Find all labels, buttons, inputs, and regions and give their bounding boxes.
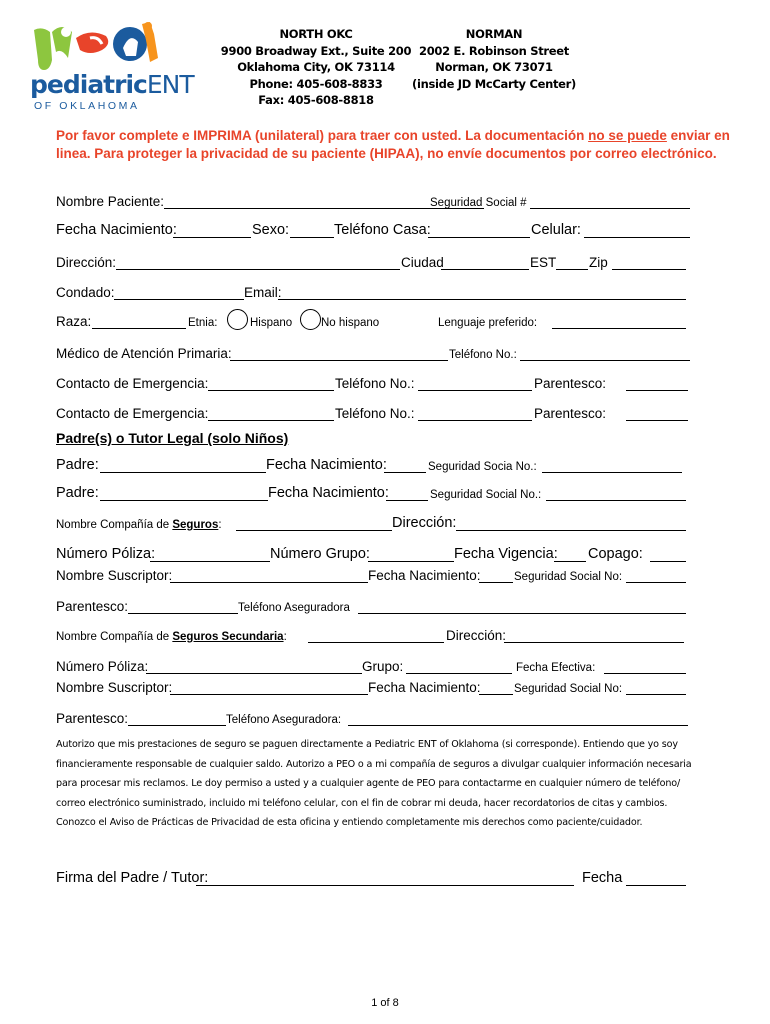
row-secondary-relation (56, 708, 690, 728)
office-okc-name: NORTH OKC (279, 27, 353, 41)
row-emergency-1 (56, 373, 690, 393)
label-dob: Fecha Nacimiento: (56, 222, 177, 238)
emergency-2-phone-field[interactable] (418, 420, 532, 421)
label-secondary-insurer-phone: Teléfono Aseguradora: (226, 714, 342, 726)
secondary-address-field[interactable] (504, 642, 684, 643)
label-physician: Médico de Atención Primaria: (56, 346, 232, 361)
office-norman (389, 26, 599, 92)
parent-2-ssn-field[interactable] (546, 500, 686, 501)
patient-email-field[interactable] (278, 299, 686, 300)
consent-text (56, 735, 696, 833)
row-emergency-2 (56, 403, 690, 423)
physician-field[interactable] (230, 360, 448, 361)
effective-date-field[interactable] (554, 561, 586, 562)
row-physician (56, 343, 690, 363)
label-effective: Fecha Vigencia: (454, 546, 558, 562)
patient-ssn-field[interactable] (530, 208, 690, 209)
row-patient-name (56, 191, 690, 211)
consent-line: Conozco el Aviso de Prácticas de Privacidad de esta oficina y entiendo completamente mis derechos como paciente/cuidador. (56, 817, 643, 828)
label-subscriber-ssn: Seguridad Social No: (514, 571, 623, 583)
secondary-subscriber-ssn-field[interactable] (626, 694, 686, 695)
patient-race-field[interactable] (92, 328, 186, 329)
office-okc-fax: Fax: 405-608-8818 (258, 93, 374, 107)
patient-zip-field[interactable] (612, 269, 686, 270)
label-emergency-2: Contacto de Emergencia: (56, 406, 209, 421)
practice-logo (28, 18, 194, 113)
label-emergency-1-phone: Teléfono No.: (335, 376, 415, 391)
copay-field[interactable] (650, 561, 686, 562)
office-okc-line1: 9900 Broadway Ext., Suite 200 (220, 43, 412, 58)
emergency-1-phone-field[interactable] (418, 390, 532, 391)
emergency-2-relation-field[interactable] (626, 420, 688, 421)
label-parent-2: Padre: (56, 485, 99, 501)
label-parent-2-ssn: Seguridad Social No.: (430, 489, 542, 501)
label-county: Condado: (56, 285, 115, 300)
secondary-company-prefix: Nombre Compañía de (56, 631, 173, 643)
patient-home-phone-field[interactable] (428, 237, 530, 238)
label-patient-name: Nombre Paciente: (56, 194, 165, 209)
label-hispanic: Hispano (250, 317, 293, 329)
patient-city-field[interactable] (441, 269, 529, 270)
parent-1-dob-field[interactable] (384, 472, 426, 473)
logo-word-ent: ENT (146, 70, 194, 99)
label-secondary-group: Grupo: (362, 659, 404, 674)
label-physician-phone: Teléfono No.: (449, 349, 517, 361)
parent-2-name-field[interactable] (100, 500, 268, 501)
insurance-company-prefix: Nombre Compañía de (56, 519, 173, 531)
consent-line: correo electrónico suministrado, incluido mi teléfono celular, con el fin de cobrar mi deuda, hacer recordatorios de citas y cambios. (56, 797, 668, 809)
emergency-1-name-field[interactable] (208, 390, 334, 391)
label-zip: Zip (589, 255, 608, 270)
signature-date-field[interactable] (626, 885, 686, 886)
parent-1-ssn-field[interactable] (542, 472, 682, 473)
group-number-field[interactable] (368, 561, 454, 562)
row-policy (56, 544, 690, 564)
label-state: EST (530, 255, 557, 270)
label-secondary-address: Dirección: (446, 628, 507, 643)
patient-county-field[interactable] (114, 299, 244, 300)
secondary-policy-field[interactable] (146, 673, 362, 674)
secondary-insurer-phone-field[interactable] (348, 725, 688, 726)
notice-underlined: no se puede (588, 128, 667, 143)
hispanic-radio[interactable] (227, 309, 248, 330)
consent-line: Autorizo que mis prestaciones de seguro se paguen directamente a Pediatric ENT of Oklahoma (si corresponde). Entiendo que yo soy (56, 739, 678, 750)
label-insurer-phone: Teléfono Aseguradora (238, 602, 350, 614)
label-parent-2-dob: Fecha Nacimiento: (268, 485, 389, 501)
insurance-company-colon: : (218, 519, 222, 531)
logo-tagline: OF OKLAHOMA (34, 100, 140, 112)
secondary-relation-field[interactable] (128, 725, 226, 726)
insurance-address-field[interactable] (456, 530, 686, 531)
patient-language-field[interactable] (552, 328, 686, 329)
row-parent-2 (56, 483, 690, 503)
print-notice (56, 127, 746, 163)
policy-number-field[interactable] (150, 561, 270, 562)
row-secondary-policy (56, 656, 690, 676)
label-city: Ciudad (401, 255, 444, 270)
row-insurance-company (56, 513, 690, 533)
label-ssn: Seguridad Social # (430, 197, 527, 209)
subscriber-field[interactable] (170, 582, 368, 583)
guardian-heading: Padre(s) o Tutor Legal (solo Niños) (56, 430, 289, 446)
secondary-company-emph: Seguros Secundaria (172, 631, 284, 643)
office-okc-phone: Phone: 405-608-8833 (249, 76, 383, 91)
label-emergency-1: Contacto de Emergencia: (56, 376, 209, 391)
emergency-2-name-field[interactable] (208, 420, 334, 421)
patient-address-field[interactable] (116, 269, 400, 270)
office-okc-line2: Oklahoma City, OK 73114 (237, 60, 395, 74)
label-language: Lenguaje preferido: (438, 317, 538, 329)
label-emergency-1-relation: Parentesco: (534, 376, 607, 391)
label-secondary-subscriber: Nombre Suscriptor: (56, 680, 173, 695)
notice-text-1: Por favor complete e IMPRIMA (unilateral) para traer con usted. La documentación (56, 128, 589, 143)
label-group: Número Grupo: (270, 546, 370, 562)
emergency-1-relation-field[interactable] (626, 390, 688, 391)
label-subscriber-dob: Fecha Nacimiento: (368, 568, 481, 583)
row-race-ethnicity (56, 311, 690, 331)
label-email: Email: (244, 285, 282, 300)
label-insured-relation: Parentesco: (56, 599, 129, 614)
label-insurance-address: Dirección: (392, 515, 457, 531)
label-policy: Número Póliza: (56, 546, 156, 562)
label-parent-1-ssn: Seguridad Socia No.: (428, 461, 537, 473)
secondary-subscriber-field[interactable] (170, 694, 368, 695)
label-secondary-subscriber-dob: Fecha Nacimiento: (368, 680, 481, 695)
subscriber-dob-field[interactable] (479, 582, 513, 583)
office-norman-name: NORMAN (465, 27, 523, 41)
label-address: Dirección: (56, 255, 117, 270)
label-emergency-2-phone: Teléfono No.: (335, 406, 415, 421)
consent-line: financieramente responsable de cualquier saldo. Autorizo a PEO o a mi compañía de seguros a divulgar cualquier información necesaria (56, 758, 692, 770)
notice-text-2: enviar en linea. Para proteger la privacidad de su paciente (HIPAA), no envíe documentos por correo electrónico. (56, 128, 730, 161)
label-sex: Sexo: (252, 222, 290, 238)
patient-dob-field[interactable] (173, 237, 251, 238)
patient-sex-field[interactable] (290, 237, 334, 238)
patient-state-field[interactable] (556, 269, 588, 270)
row-county-email (56, 282, 690, 302)
label-secondary-subscriber-ssn: Seguridad Social No: (514, 683, 623, 695)
office-norman-line2: Norman, OK 73071 (435, 60, 553, 74)
non-hispanic-radio[interactable] (300, 309, 321, 330)
insurance-company-emph: Seguros (172, 519, 219, 531)
logo-mark (28, 18, 173, 78)
label-parent-1-dob: Fecha Nacimiento: (266, 457, 387, 473)
row-secondary-company (56, 625, 690, 645)
office-norman-line1: 2002 E. Robinson Street (419, 43, 569, 58)
label-ethnicity: Etnia: (188, 317, 218, 329)
label-subscriber: Nombre Suscriptor: (56, 568, 173, 583)
page-number: 1 of 8 (371, 997, 399, 1009)
secondary-company-field[interactable] (308, 642, 444, 643)
label-secondary-policy: Número Póliza: (56, 659, 149, 674)
secondary-effective-field[interactable] (604, 673, 686, 674)
physician-phone-field[interactable] (520, 360, 690, 361)
insurer-phone-field[interactable] (358, 613, 686, 614)
subscriber-ssn-field[interactable] (626, 582, 686, 583)
label-cell: Celular: (531, 222, 581, 238)
label-signature-date: Fecha (582, 870, 623, 886)
row-parent-1 (56, 455, 690, 475)
label-secondary-company (56, 631, 287, 643)
label-secondary-relation: Parentesco: (56, 711, 129, 726)
label-signature: Firma del Padre / Tutor: (56, 870, 209, 886)
office-norman-line3: (inside JD McCarty Center) (411, 76, 576, 91)
row-insured-relation (56, 596, 690, 616)
secondary-company-colon: : (283, 631, 287, 643)
label-copay: Copago: (588, 546, 643, 562)
label-non-hispanic: No hispano (321, 317, 380, 329)
label-insurance-company (56, 519, 222, 531)
label-secondary-effective: Fecha Efectiva: (516, 662, 596, 674)
patient-cell-field[interactable] (584, 237, 690, 238)
insurance-company-field[interactable] (236, 530, 392, 531)
label-parent-1: Padre: (56, 457, 99, 473)
consent-line: para procesar mis reclamos. Le doy permiso a usted y a cualquier agente de PEO para contactarme en cualquier número de teléfono/ (56, 778, 681, 789)
parent-2-dob-field[interactable] (386, 500, 428, 501)
label-home-phone: Teléfono Casa: (334, 222, 431, 238)
row-secondary-subscriber (56, 677, 690, 697)
secondary-group-field[interactable] (406, 673, 512, 674)
label-emergency-2-relation: Parentesco: (534, 406, 607, 421)
secondary-subscriber-dob-field[interactable] (479, 694, 513, 695)
parent-1-name-field[interactable] (100, 472, 266, 473)
row-patient-address (56, 252, 690, 272)
row-signature (56, 868, 690, 888)
label-race: Raza: (56, 314, 92, 329)
insured-relation-field[interactable] (128, 613, 238, 614)
signature-field[interactable] (196, 885, 574, 886)
row-subscriber (56, 565, 690, 585)
logo-wordmark (30, 70, 194, 99)
row-patient-dob (56, 220, 690, 240)
logo-word-pediatric: pediatric (30, 70, 147, 99)
